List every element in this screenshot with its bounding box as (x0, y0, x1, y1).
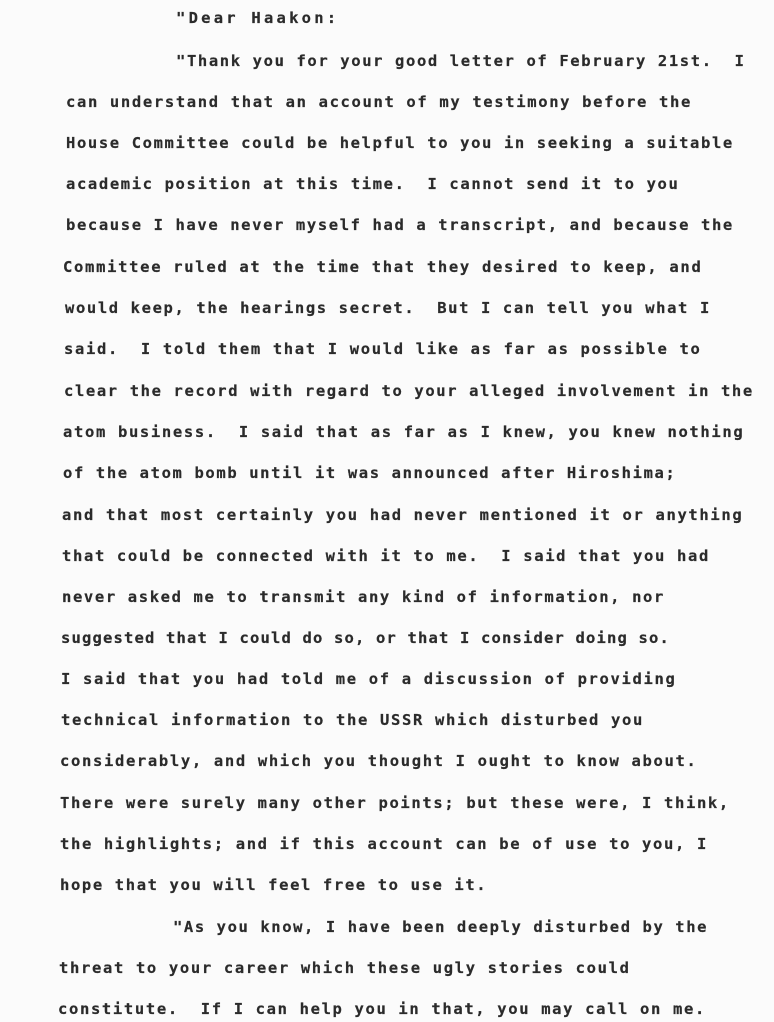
salutation-line: "Dear Haakon: (176, 9, 340, 27)
text-line: Committee ruled at the time that they desired to keep, and (63, 258, 703, 276)
text-line: hope that you will feel free to use it. (60, 876, 488, 894)
text-line: technical information to the USSR which disturbed you (61, 711, 645, 729)
text-line: would keep, the hearings secret. But I can tell you what I (65, 299, 711, 317)
text-line: because I have never myself had a transcript, and because the (66, 216, 734, 234)
text-line: academic position at this time. I cannot send it to you (66, 175, 680, 193)
text-line: and that most certainly you had never mentioned it or anything (62, 506, 744, 524)
text-line: suggested that I could do so, or that I consider doing so. (61, 629, 670, 647)
text-line: the highlights; and if this account can be of use to you, I (60, 835, 708, 853)
text-line: There were surely many other points; but these were, I think, (60, 794, 730, 812)
text-line: clear the record with regard to your alleged involvement in the (64, 382, 754, 400)
text-line: constitute. If I can help you in that, you may call on me. (58, 1000, 706, 1018)
text-line: threat to your career which these ugly stories could (59, 959, 631, 977)
text-line: I said that you had told me of a discussion of providing (61, 670, 677, 688)
text-line: atom business. I said that as far as I knew, you knew nothing (63, 423, 745, 441)
text-line: said. I told them that I would like as far as possible to (64, 340, 702, 358)
text-line: that could be connected with it to me. I said that you had (62, 547, 710, 565)
text-line: House Committee could be helpful to you in seeking a suitable (66, 134, 734, 152)
text-line: considerably, and which you thought I ought to know about. (60, 752, 698, 770)
text-line: "As you know, I have been deeply disturbed by the (173, 918, 709, 936)
text-line: can understand that an account of my testimony before the (66, 93, 692, 111)
text-line: of the atom bomb until it was announced after Hiroshima; (63, 464, 677, 482)
text-line: "Thank you for your good letter of February 21st. I (176, 52, 746, 70)
text-line: never asked me to transmit any kind of information, nor (62, 588, 665, 606)
